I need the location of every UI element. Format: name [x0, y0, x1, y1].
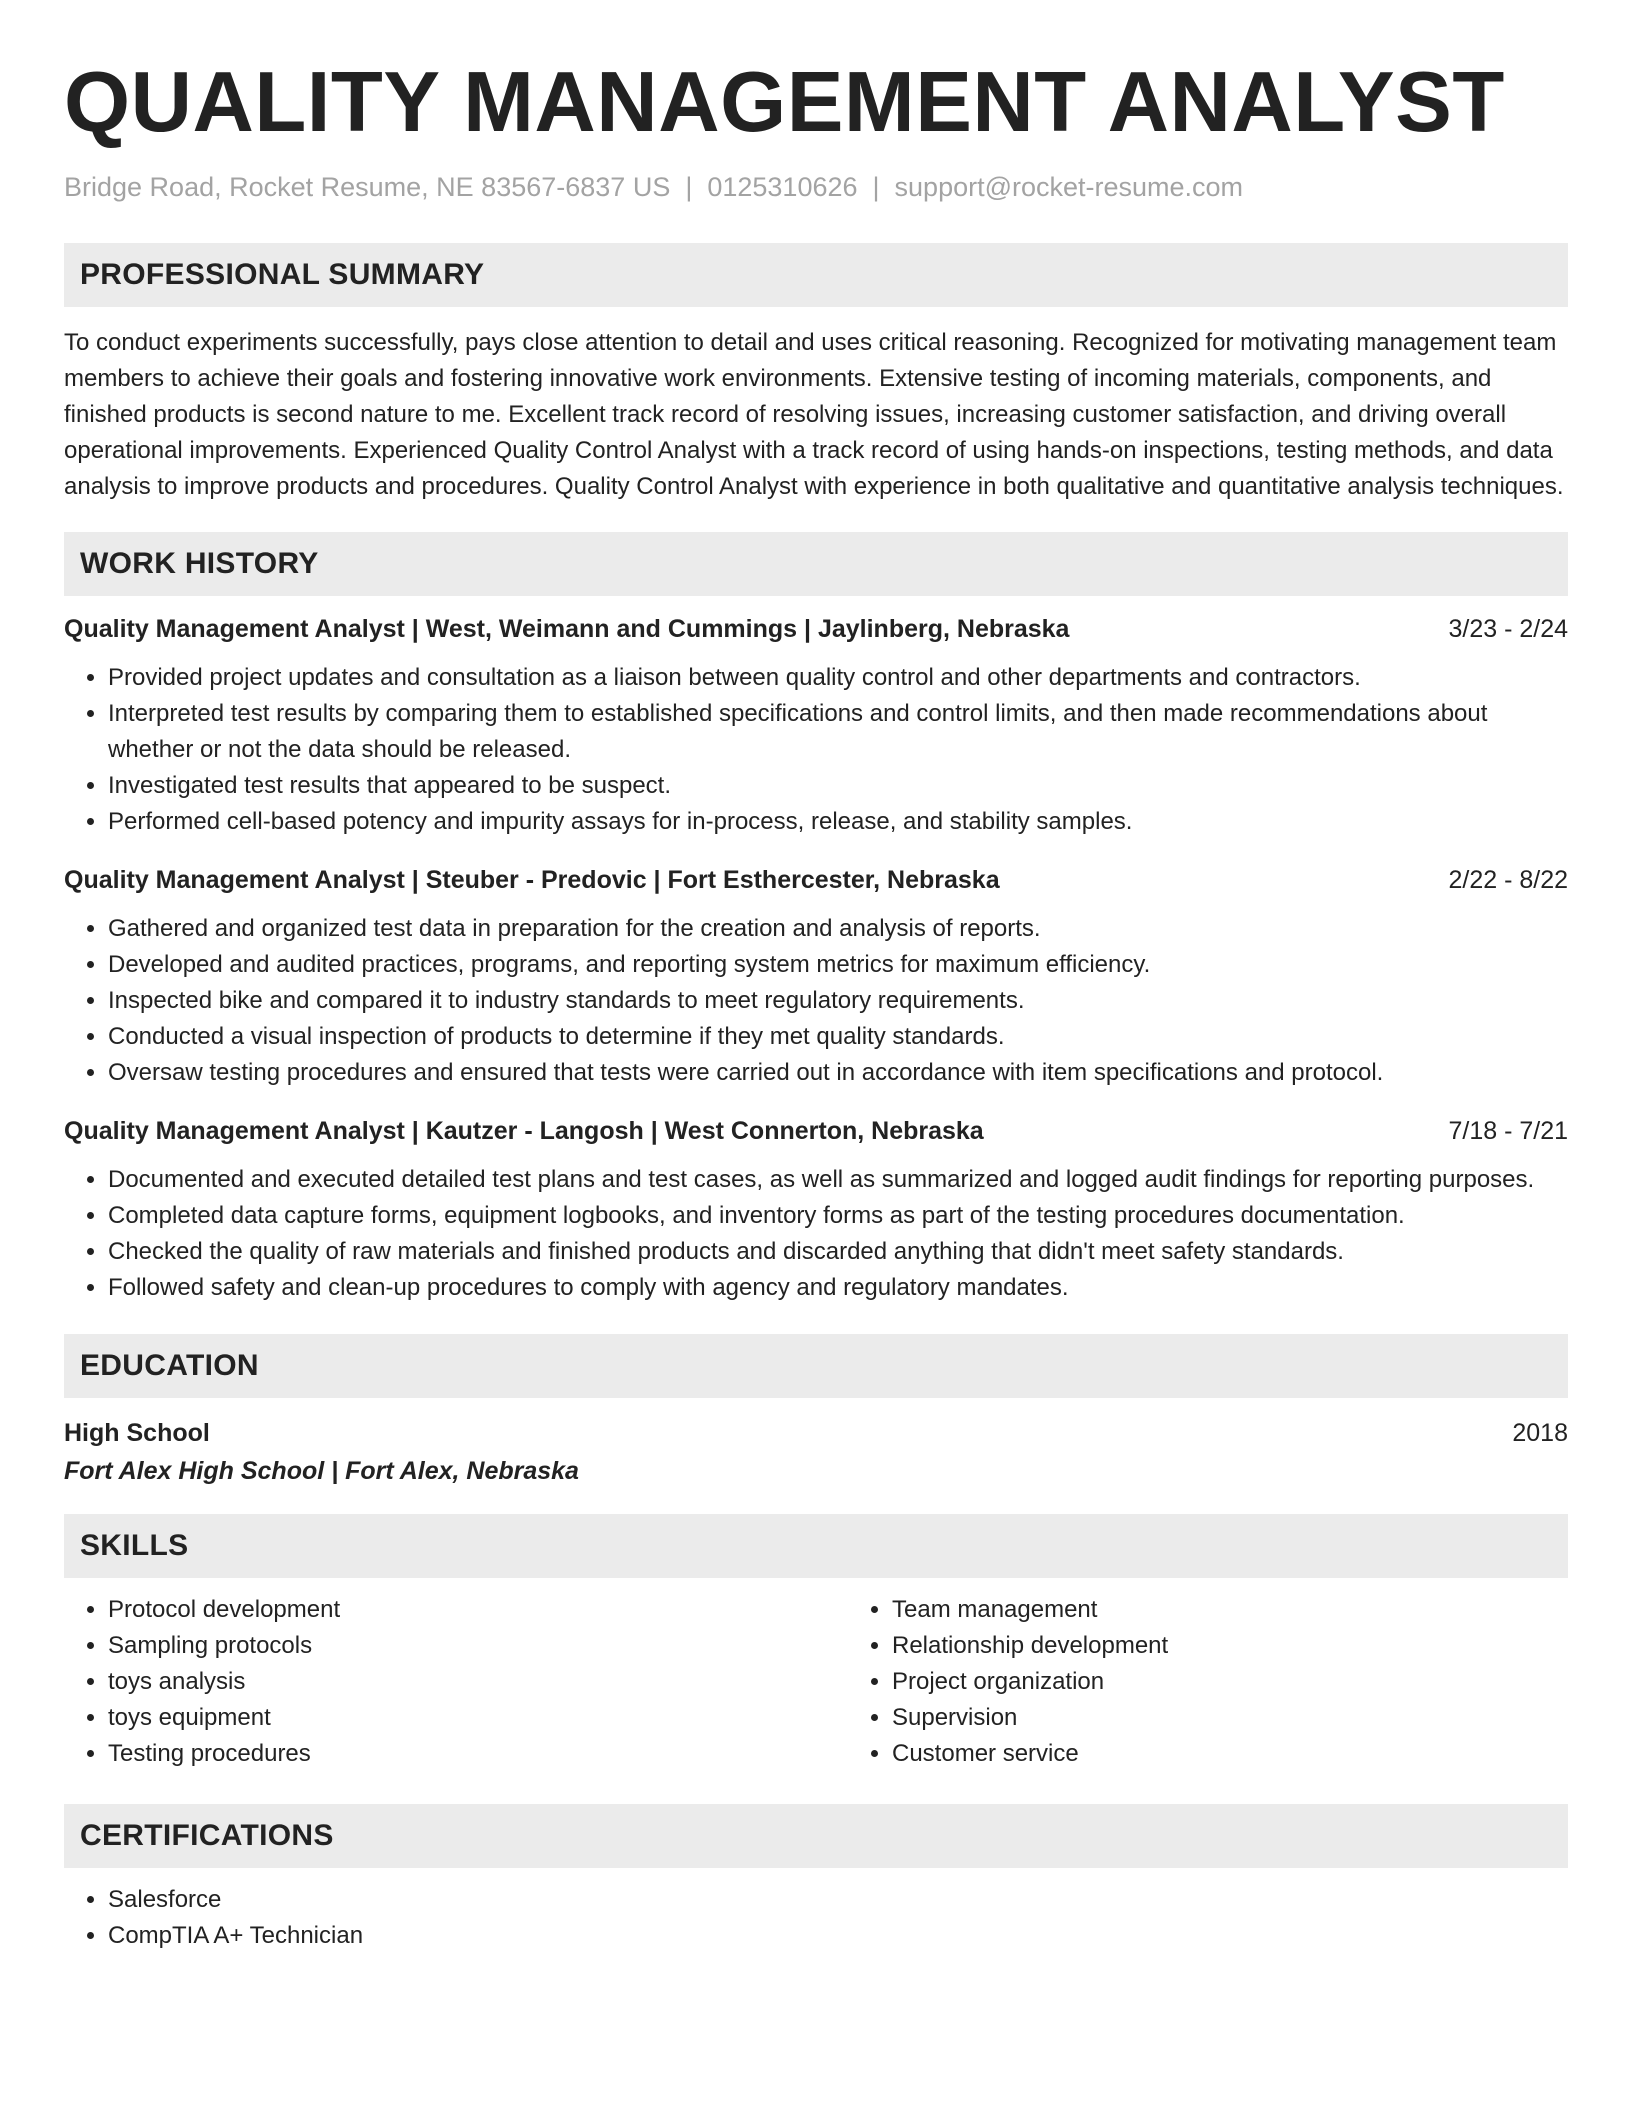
education-entry — [64, 1414, 1568, 1490]
section-heading-skills: SKILLS — [64, 1514, 1568, 1578]
job-bullet-list — [64, 911, 1568, 1091]
summary-text: To conduct experiments successfully, pays close attention to detail and uses critical reasoning. Recognized for motivating management team members to achieve their goals and fostering innovative work environments. Extensive testing of incoming materials, components, and finished products is second nature to me. Excellent track record of resolving issues, increasing customer satisfaction, and driving overall operational improvements. Experienced Quality Control Analyst with a track record of using hands-on inspections, testing methods, and data analysis to improve products and procedures. Quality Control Analyst with experience in both qualitative and quantitative analysis techniques. — [64, 329, 1564, 500]
job-dates: 7/18 - 7/21 — [1448, 1117, 1568, 1145]
job-dates: 3/23 - 2/24 — [1448, 615, 1568, 643]
job-bullet: • Inspected bike and compared it to industry standards to meet regulatory requirements. — [108, 983, 1568, 1019]
job-title: Quality Management Analyst | West, Weimann and Cummings | Jaylinberg, Nebraska — [64, 615, 1070, 643]
education-year: 2018 — [1512, 1419, 1568, 1447]
skill-item: • Team management — [892, 1592, 1632, 1628]
skills-list-left — [64, 1592, 848, 1772]
skill-item: • toys equipment — [108, 1700, 848, 1736]
job-title: Quality Management Analyst | Kautzer - Langosh | West Connerton, Nebraska — [64, 1117, 984, 1145]
contact-address: Bridge Road, Rocket Resume, NE 83567-6837 US — [64, 172, 671, 202]
certification-item: • CompTIA A+ Technician — [108, 1918, 1568, 1954]
job-entry — [64, 1114, 1568, 1306]
job-bullet: • Documented and executed detailed test plans and test cases, as well as summarized and logged audit findings for reporting purposes. — [108, 1162, 1568, 1198]
job-bullet: • Followed safety and clean-up procedures to comply with agency and regulatory mandates. — [108, 1270, 1568, 1306]
contact-separator: | — [685, 172, 693, 202]
contact-email: support@rocket-resume.com — [894, 172, 1244, 202]
skill-item: • Customer service — [892, 1736, 1632, 1772]
skill-item: • Supervision — [892, 1700, 1632, 1736]
job-bullet-list — [64, 660, 1568, 840]
certifications-list — [64, 1882, 1568, 1954]
job-entry — [64, 863, 1568, 1091]
skill-item: • Protocol development — [108, 1592, 848, 1628]
job-bullet: • Investigated test results that appeared to be suspect. — [108, 768, 1568, 804]
job-bullet-list — [64, 1162, 1568, 1306]
skill-item: • Testing procedures — [108, 1736, 848, 1772]
section-heading-education: EDUCATION — [64, 1334, 1568, 1398]
job-header — [64, 863, 1568, 897]
contact-separator: | — [872, 172, 880, 202]
job-header — [64, 1114, 1568, 1148]
candidate-name: QUALITY MANAGEMENT ANALYST — [64, 55, 1505, 150]
skills-grid — [64, 1578, 1568, 1772]
job-bullet: • Performed cell-based potency and impurity assays for in-process, release, and stability samples. — [108, 804, 1568, 840]
contact-line — [64, 170, 1568, 204]
job-dates: 2/22 - 8/22 — [1448, 866, 1568, 894]
certification-item: • Salesforce — [108, 1882, 1568, 1918]
job-entry — [64, 612, 1568, 840]
job-bullet: • Conducted a visual inspection of products to determine if they met quality standards. — [108, 1019, 1568, 1055]
education-degree: High School — [64, 1419, 210, 1447]
section-heading-summary: PROFESSIONAL SUMMARY — [64, 243, 1568, 307]
job-title: Quality Management Analyst | Steuber - Predovic | Fort Esthercester, Nebraska — [64, 866, 1000, 894]
job-bullet: • Provided project updates and consultation as a liaison between quality control and other departments and contractors. — [108, 660, 1568, 696]
job-bullet: • Gathered and organized test data in preparation for the creation and analysis of reports. — [108, 911, 1568, 947]
skill-item: • Relationship development — [892, 1628, 1632, 1664]
education-school: Fort Alex High School | Fort Alex, Nebraska — [64, 1457, 579, 1485]
job-bullet: • Completed data capture forms, equipment logbooks, and inventory forms as part of the testing procedures documentation. — [108, 1198, 1568, 1234]
education-header — [64, 1414, 1568, 1452]
job-bullet: • Developed and audited practices, programs, and reporting system metrics for maximum efficiency. — [108, 947, 1568, 983]
skill-item: • Sampling protocols — [108, 1628, 848, 1664]
section-heading-work-history: WORK HISTORY — [64, 532, 1568, 596]
skills-list-right — [848, 1592, 1632, 1772]
contact-phone: 0125310626 — [707, 172, 858, 202]
job-bullet: • Interpreted test results by comparing them to established specifications and control limits, and then made recommendations about whether or not the data should be released. — [108, 696, 1568, 768]
job-bullet: • Oversaw testing procedures and ensured that tests were carried out in accordance with item specifications and protocol. — [108, 1055, 1568, 1091]
skill-item: • Project organization — [892, 1664, 1632, 1700]
skill-item: • toys analysis — [108, 1664, 848, 1700]
job-header — [64, 612, 1568, 646]
section-heading-certifications: CERTIFICATIONS — [64, 1804, 1568, 1868]
job-bullet: • Checked the quality of raw materials and finished products and discarded anything that didn't meet safety standards. — [108, 1234, 1568, 1270]
